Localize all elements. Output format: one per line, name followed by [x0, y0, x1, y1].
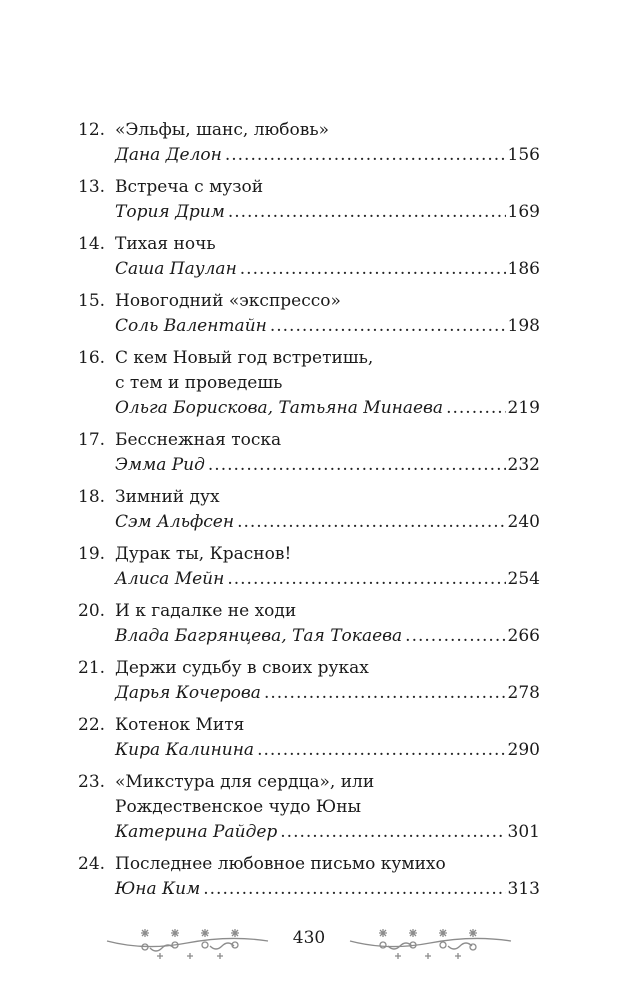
entry-number: 24. — [78, 854, 106, 874]
story-author: Ольга Борискова, Татьяна Минаева — [115, 398, 444, 418]
dot-leader — [203, 877, 505, 902]
author-line — [115, 396, 540, 421]
entry-number: 19. — [78, 544, 106, 564]
page-reference: 156 — [507, 145, 540, 165]
entry-body — [115, 289, 540, 339]
story-title: Рождественское чудо Юны — [115, 797, 362, 817]
entry-number: 12. — [78, 120, 106, 140]
page-reference: 198 — [507, 316, 540, 336]
story-title: Встреча с музой — [115, 177, 264, 197]
dot-leader — [446, 396, 505, 421]
entry-body — [115, 485, 540, 535]
dot-leader — [227, 567, 505, 592]
author-line — [115, 820, 540, 845]
page-reference: 266 — [507, 626, 540, 646]
toc-entry — [78, 599, 540, 649]
entry-body — [115, 770, 540, 845]
entry-number: 20. — [78, 601, 106, 621]
entry-body — [115, 428, 540, 478]
story-author: Катерина Райдер — [115, 822, 278, 842]
author-line — [115, 257, 540, 282]
author-line — [115, 877, 540, 902]
story-title: С кем Новый год встретишь, — [115, 348, 374, 368]
author-line — [115, 738, 540, 763]
entry-body — [115, 175, 540, 225]
toc-entry — [78, 428, 540, 478]
toc-entry — [78, 485, 540, 535]
story-author: Сэм Альфсен — [115, 512, 235, 532]
dot-leader — [257, 738, 505, 763]
page-reference: 313 — [507, 879, 540, 899]
story-title: «Эльфы, шанс, любовь» — [115, 120, 330, 140]
entry-body — [115, 542, 540, 592]
toc-entry — [78, 852, 540, 902]
dot-leader — [280, 820, 505, 845]
entry-body — [115, 346, 540, 421]
entry-body — [115, 118, 540, 168]
page-reference: 186 — [507, 259, 540, 279]
entry-number: 15. — [78, 291, 106, 311]
toc-entry — [78, 770, 540, 845]
entry-body — [115, 232, 540, 282]
author-line — [115, 510, 540, 535]
entry-body — [115, 852, 540, 902]
page-reference: 290 — [507, 740, 540, 760]
story-author: Дана Делон — [115, 145, 222, 165]
story-author: Эмма Рид — [115, 455, 205, 475]
entry-number: 13. — [78, 177, 106, 197]
dot-leader — [208, 453, 506, 478]
right-snowflake-garland-ornament — [348, 925, 513, 965]
story-author: Юна Ким — [115, 879, 201, 899]
entry-number: 23. — [78, 772, 106, 792]
entry-body — [115, 713, 540, 763]
entry-number: 18. — [78, 487, 106, 507]
toc-entry — [78, 118, 540, 168]
story-author: Дарья Кочерова — [115, 683, 261, 703]
story-title: Держи судьбу в своих руках — [115, 658, 369, 678]
entry-number: 14. — [78, 234, 106, 254]
page-reference: 232 — [507, 455, 540, 475]
toc-entry — [78, 542, 540, 592]
page-reference: 254 — [507, 569, 540, 589]
toc-entry — [78, 346, 540, 421]
toc-entry — [78, 232, 540, 282]
story-title: Новогодний «экспрессо» — [115, 291, 341, 311]
author-line — [115, 453, 540, 478]
author-line — [115, 681, 540, 706]
dot-leader — [225, 143, 506, 168]
story-author: Алиса Мейн — [115, 569, 225, 589]
story-title: Котенок Митя — [115, 715, 245, 735]
story-title: Бесснежная тоска — [115, 430, 282, 450]
page-footer — [0, 925, 618, 965]
page-reference: 301 — [507, 822, 540, 842]
page-reference: 169 — [507, 202, 540, 222]
page-number: 430 — [292, 928, 326, 948]
story-author: Влада Багрянцева, Тая Токаева — [115, 626, 403, 646]
dot-leader — [237, 510, 505, 535]
dot-leader — [405, 624, 505, 649]
story-author: Тория Дрим — [115, 202, 225, 222]
entry-body — [115, 656, 540, 706]
author-line — [115, 314, 540, 339]
toc-entry — [78, 656, 540, 706]
author-line — [115, 143, 540, 168]
story-title: И к гадалке не ходи — [115, 601, 297, 621]
story-author: Соль Валентайн — [115, 316, 267, 336]
dot-leader — [270, 314, 506, 339]
page-reference: 278 — [507, 683, 540, 703]
toc-entry — [78, 713, 540, 763]
entry-number: 22. — [78, 715, 106, 735]
story-title: «Микстура для сердца», или — [115, 772, 375, 792]
entry-number: 21. — [78, 658, 106, 678]
dot-leader — [228, 200, 506, 225]
entry-number: 16. — [78, 348, 106, 368]
story-title: Зимний дух — [115, 487, 220, 507]
story-author: Кира Калинина — [115, 740, 255, 760]
story-title: Дурак ты, Краснов! — [115, 544, 292, 564]
story-author: Саша Паулан — [115, 259, 237, 279]
author-line — [115, 200, 540, 225]
story-title: Последнее любовное письмо кумихо — [115, 854, 446, 874]
author-line — [115, 624, 540, 649]
toc-entry — [78, 175, 540, 225]
entry-body — [115, 599, 540, 649]
story-title: с тем и проведешь — [115, 373, 283, 393]
author-line — [115, 567, 540, 592]
dot-leader — [240, 257, 506, 282]
table-of-contents — [78, 118, 540, 909]
page-reference: 240 — [507, 512, 540, 532]
entry-number: 17. — [78, 430, 106, 450]
toc-entry — [78, 289, 540, 339]
story-title: Тихая ночь — [115, 234, 216, 254]
page-reference: 219 — [507, 398, 540, 418]
dot-leader — [264, 681, 506, 706]
